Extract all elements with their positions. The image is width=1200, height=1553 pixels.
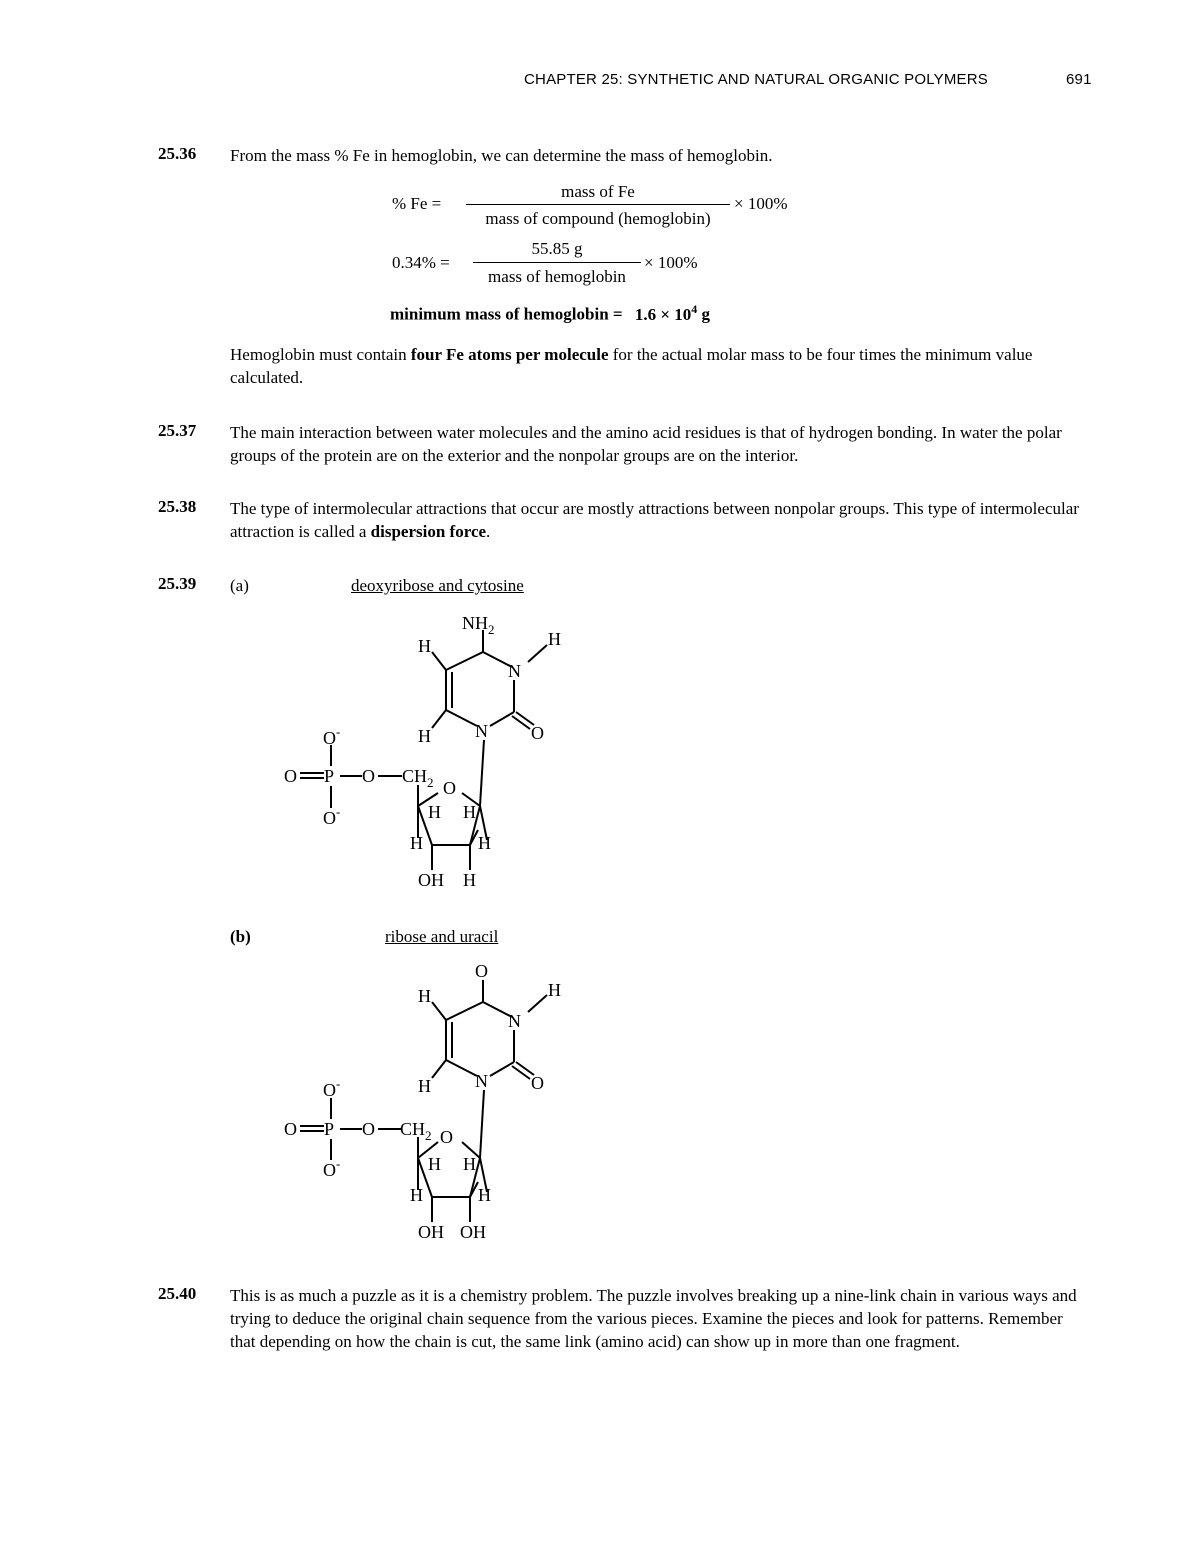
atom-h: H — [478, 833, 491, 853]
atom-h: H — [418, 1076, 431, 1096]
atom-o: O — [531, 723, 544, 743]
problem-text-start: The type of intermolecular attractions that occur are mostly attractions between nonpolar groups. This type of intermolecular attraction is called a — [230, 499, 1079, 541]
atom-n: N — [508, 661, 521, 681]
equation-lhs: % Fe = — [392, 194, 442, 213]
atom-n: N — [475, 721, 488, 741]
part-title: deoxyribose and cytosine — [351, 576, 524, 595]
equation-factor: × 100% — [734, 194, 788, 213]
atom-p: P — [324, 766, 335, 786]
atom-h: H — [418, 636, 431, 656]
atom-n: N — [475, 1071, 488, 1091]
problem-number: 25.40 — [158, 1284, 197, 1303]
atom-o-minus: O- — [323, 724, 341, 748]
problem-text-bold: dispersion force — [370, 522, 487, 541]
problem-text: The main interaction between water molecules and the amino acid residues is that of hydrogen bonding. In water the polar groups of the protein are on the exterior and the nonpolar groups are on the interior. — [230, 423, 1062, 465]
equation-numerator: mass of Fe — [561, 182, 635, 201]
atom-o: O — [284, 1119, 297, 1139]
problem-text: This is as much a puzzle as it is a chemistry problem. The puzzle involves breaking up a nine-link chain in various ways and trying to deduce the original chain sequence from the various pieces. Examine the pieces and look for patterns. Remember that depending on how the chain is cut, the same link (amino acid) can show up in more than one fragment. — [230, 1286, 1077, 1351]
problem-number: 25.38 — [158, 497, 197, 516]
atom-ch2: $CH_2$ — [400, 1119, 432, 1143]
conclusion-bold: four Fe atoms per molecule — [410, 345, 609, 364]
problem-text-end: . — [486, 522, 491, 541]
chapter-header: CHAPTER 25: SYNTHETIC AND NATURAL ORGANIC POLYMERS — [524, 71, 988, 88]
atom-h: H — [478, 1185, 491, 1205]
atom-o: O — [362, 1119, 375, 1139]
atom-h: H — [418, 986, 431, 1006]
result-exponent: 4 — [691, 302, 698, 316]
equation-lhs: 0.34% = — [392, 253, 450, 272]
result-value: 1.6 × 10 — [634, 304, 692, 324]
atom-o: O — [531, 1073, 544, 1093]
atom-o: O — [475, 961, 488, 981]
atom-h: H — [418, 726, 431, 746]
atom-ch2: $CH_2$ — [402, 766, 434, 790]
page-number: 691 — [1066, 71, 1092, 88]
atom-o: O — [440, 1127, 453, 1147]
part-title: ribose and uracil — [385, 927, 499, 946]
atom-p: P — [324, 1119, 335, 1139]
problem-number: 25.36 — [158, 144, 197, 163]
part-label: (a) — [230, 576, 249, 595]
atom-h: H — [410, 1185, 423, 1205]
atom-o: O — [443, 778, 456, 798]
part-label: (b) — [230, 927, 251, 946]
atom-o-minus: O- — [323, 1156, 341, 1180]
atom-oh: OH — [418, 870, 444, 890]
atom-h: H — [463, 870, 476, 890]
problem-text: From the mass % Fe in hemoglobin, we can determine the mass of hemoglobin. — [230, 146, 773, 165]
equation-denominator: mass of hemoglobin — [488, 267, 626, 286]
equation-numerator: 55.85 g — [531, 239, 583, 258]
atom-h: H — [428, 802, 441, 822]
atom-h: H — [548, 980, 561, 1000]
atom-oh: OH — [460, 1222, 486, 1242]
result-unit: g — [701, 304, 711, 324]
atom-nh2: $NH_2$ — [462, 613, 495, 637]
atom-o: O — [362, 766, 375, 786]
atom-h: H — [548, 629, 561, 649]
conclusion-text: Hemoglobin must contain — [230, 345, 411, 364]
atom-o: O — [284, 766, 297, 786]
atom-h: H — [410, 833, 423, 853]
equation-denominator: mass of compound (hemoglobin) — [485, 209, 711, 228]
atom-n: N — [508, 1011, 521, 1031]
conclusion-text-end: for the actual molar mass to be four times the minimum value calculated. — [230, 345, 1033, 387]
equation-factor: × 100% — [644, 253, 698, 272]
problem-number: 25.37 — [158, 421, 197, 440]
atom-h: H — [428, 1154, 441, 1174]
atom-o-minus: O- — [323, 1076, 341, 1100]
problem-number: 25.39 — [158, 574, 197, 593]
result-label: minimum mass of hemoglobin = — [390, 304, 623, 324]
atom-o-minus: O- — [323, 804, 341, 828]
atom-h: H — [463, 802, 476, 822]
atom-oh: OH — [418, 1222, 444, 1242]
atom-h: H — [463, 1154, 476, 1174]
